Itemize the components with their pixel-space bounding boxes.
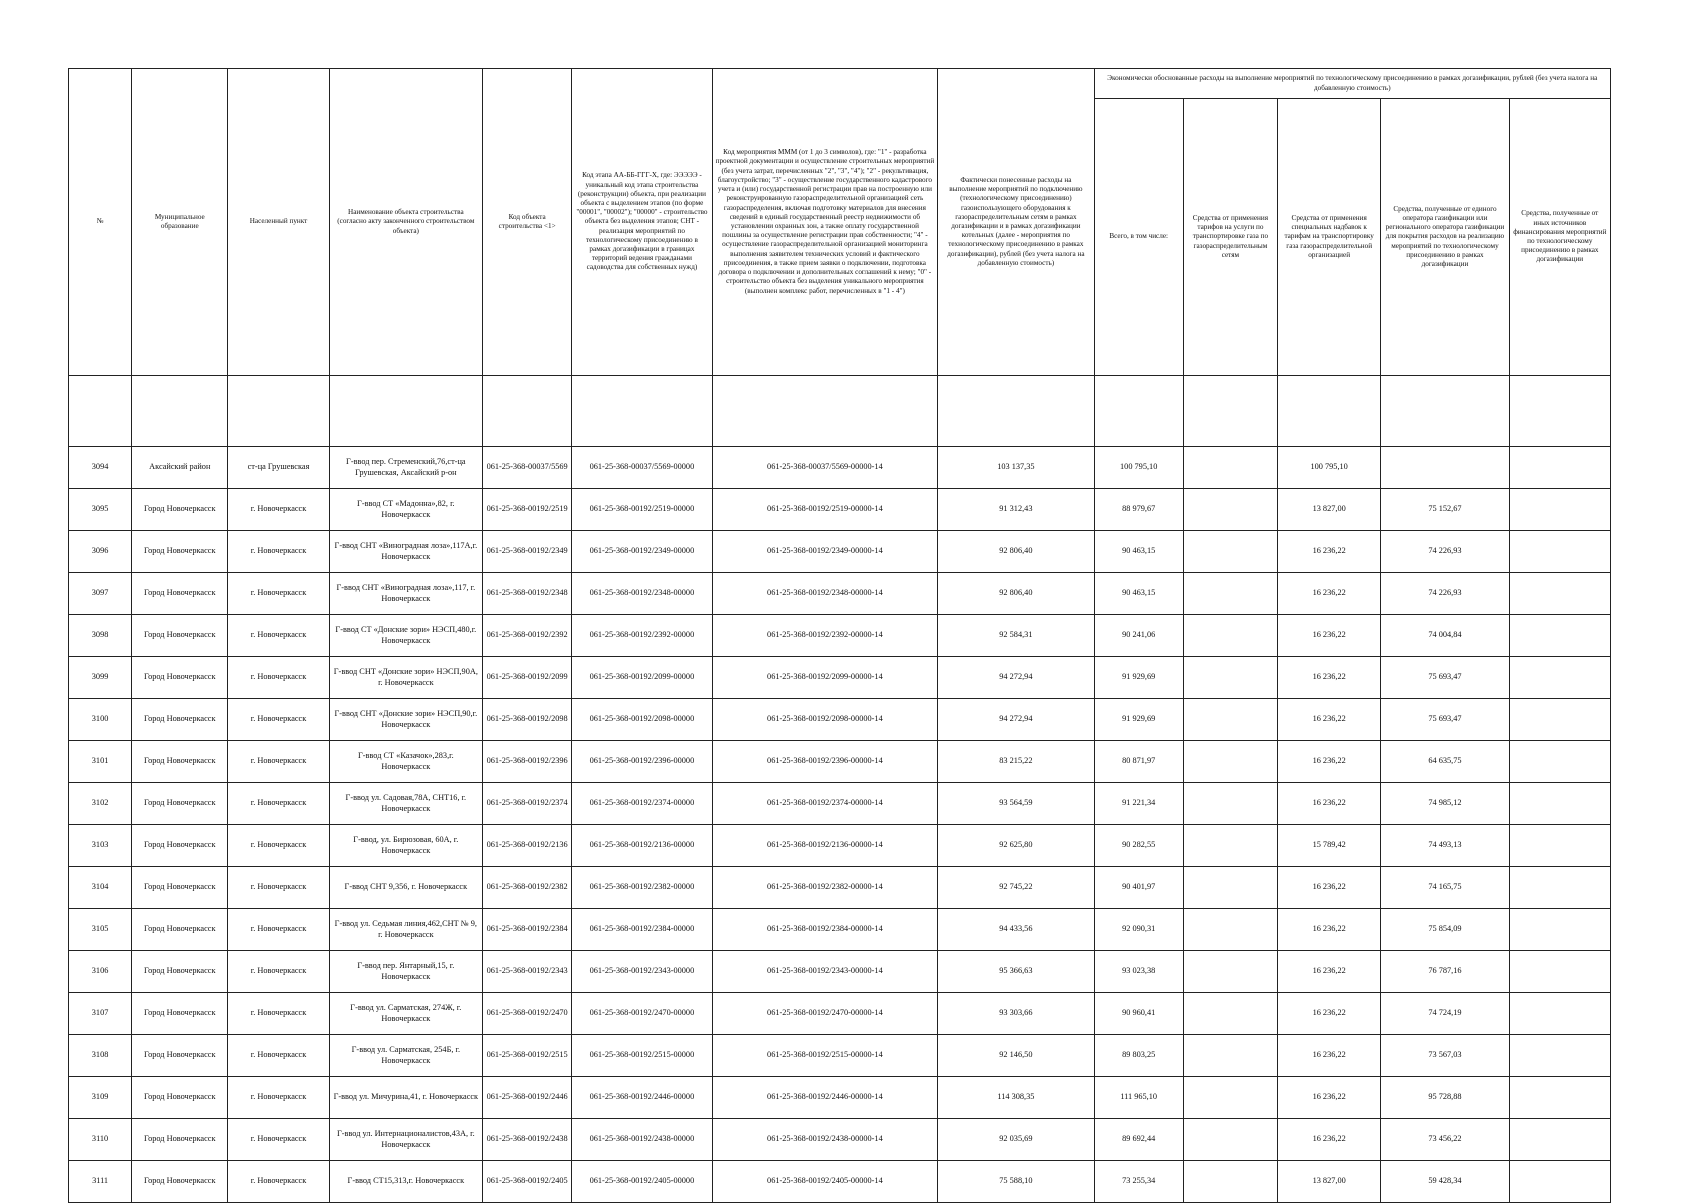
cell-municipality: Город Новочеркасск [132, 993, 228, 1035]
header-event-code: Код мероприятия МММ (от 1 до 3 символов), где: "1" - разработка проектной документации и осуществление строительных мероприятий (без учета затрат, перечисленных "2", "3", "4"); "2" - рекультивация, благоустройство; "3" - осуществление государственного кадастрового учета и (или) государственной регистрации прав на построенную или реконструированную газораспределительной организацией сеть газораспределения, включая подготовку материалов для внесения сведений в единый государственный реестр недвижимости об установлении охранных зон, а также оплату государственной пошлины за осуществление регистрации прав собственности; "4" - осуществление газораспределительной организацией мониторинга выполнения заявителем технических условий и фактического присоединения, в также прием заявки о подключении, подготовка договора о подключении и дополнительных соглашений к нему; "0" - строительство объекта без выделения уникального мероприятия (выполнен комплекс работ, перечисленных в "1 - 4") [712, 69, 938, 376]
cell-other [1509, 615, 1610, 657]
cell-other [1509, 657, 1610, 699]
header-group-title: Экономически обоснованные расходы на выполнение мероприятий по технологическому присоединению в рамках догазификации, рублей (без учета налога на добавленную стоимость) [1094, 69, 1610, 99]
cell-special: 16 236,22 [1278, 531, 1381, 573]
cell-locality: ст-ца Грушевская [228, 447, 329, 489]
cell-event-code: 061-25-368-00037/5569-00000-14 [712, 447, 938, 489]
cell-other [1509, 993, 1610, 1035]
cell-other [1509, 1077, 1610, 1119]
cell-object-code: 061-25-368-00192/2343 [483, 951, 572, 993]
cell-locality: г. Новочеркасск [228, 825, 329, 867]
cell-total: 90 282,55 [1094, 825, 1183, 867]
cell-special: 100 795,10 [1278, 447, 1381, 489]
cell-locality: г. Новочеркасск [228, 657, 329, 699]
cell-no: 3096 [69, 531, 132, 573]
cell-other [1509, 489, 1610, 531]
cell-stage-code: 061-25-368-00192/2382-00000 [572, 867, 712, 909]
cell-no: 3106 [69, 951, 132, 993]
cell-no: 3105 [69, 909, 132, 951]
table-row [69, 951, 1611, 993]
cell-special: 16 236,22 [1278, 1119, 1381, 1161]
cell-municipality: Город Новочеркасск [132, 1161, 228, 1203]
cell-event-code: 061-25-368-00192/2382-00000-14 [712, 867, 938, 909]
header-total: Всего, в том числе: [1094, 99, 1183, 376]
cell-object-name: Г-ввод СТ15,313,г. Новочеркасск [329, 1161, 482, 1203]
cell-no: 3098 [69, 615, 132, 657]
cell-object-name: Г-ввод пер. Стременский,76,ст-ца Грушевская, Аксайский р-он [329, 447, 482, 489]
cell-tariff [1183, 615, 1277, 657]
cell-total: 91 929,69 [1094, 699, 1183, 741]
cell-no: 3102 [69, 783, 132, 825]
cell-total: 90 241,06 [1094, 615, 1183, 657]
cell-total: 111 965,10 [1094, 1077, 1183, 1119]
cell-fact-costs: 75 588,10 [938, 1161, 1094, 1203]
cell-fact-costs: 92 035,69 [938, 1119, 1094, 1161]
cell-total: 100 795,10 [1094, 447, 1183, 489]
cell-municipality: Город Новочеркасск [132, 1119, 228, 1161]
table-row [69, 699, 1611, 741]
cell-object-name: Г-ввод СТ «Казачок»,283,г. Новочеркасск [329, 741, 482, 783]
cell-locality: г. Новочеркасск [228, 783, 329, 825]
header-special: Средства от применения специальных надбавок к тарифам на транспортировку газа газораспределительной организацией [1278, 99, 1381, 376]
cell-no: 3101 [69, 741, 132, 783]
cell-total: 90 463,15 [1094, 531, 1183, 573]
cell-object-code: 061-25-368-00192/2405 [483, 1161, 572, 1203]
cell-stage-code: 061-25-368-00192/2396-00000 [572, 741, 712, 783]
table-row [69, 867, 1611, 909]
cell-fact-costs: 93 303,66 [938, 993, 1094, 1035]
cell-special: 16 236,22 [1278, 783, 1381, 825]
cell-locality: г. Новочеркасск [228, 951, 329, 993]
cell-locality: г. Новочеркасск [228, 741, 329, 783]
table-row [69, 783, 1611, 825]
cell-total: 89 803,25 [1094, 1035, 1183, 1077]
cell-stage-code: 061-25-368-00192/2348-00000 [572, 573, 712, 615]
table-row [69, 489, 1611, 531]
cell-tariff [1183, 1161, 1277, 1203]
cell-stage-code: 061-25-368-00192/2438-00000 [572, 1119, 712, 1161]
cell-object-code: 061-25-368-00192/2392 [483, 615, 572, 657]
cell-total: 80 871,97 [1094, 741, 1183, 783]
cell-operator: 74 493,13 [1381, 825, 1509, 867]
cell-tariff [1183, 573, 1277, 615]
cell-total: 88 979,67 [1094, 489, 1183, 531]
header-fact-costs: Фактически понесенные расходы на выполнение мероприятий по подключению (технологическому присоединению) газоиспользующего оборудования к газораспределительным сетям в рамках догазификации и в рамках догазификации котельных (далее - мероприятия по технологическому присоединению в рамках догазификации), рублей (без учета налога на добавленную стоимость) [938, 69, 1094, 376]
cell-no: 3110 [69, 1119, 132, 1161]
cell-total: 90 463,15 [1094, 573, 1183, 615]
cell-operator: 73 456,22 [1381, 1119, 1509, 1161]
cell-special: 16 236,22 [1278, 741, 1381, 783]
cell-special: 16 236,22 [1278, 867, 1381, 909]
cell-stage-code: 061-25-368-00192/2384-00000 [572, 909, 712, 951]
cell-object-name: Г-ввод СНТ «Виноградная лоза»,117А,г. Новочеркасск [329, 531, 482, 573]
cell-special: 15 789,42 [1278, 825, 1381, 867]
cell-other [1509, 951, 1610, 993]
cell-event-code: 061-25-368-00192/2098-00000-14 [712, 699, 938, 741]
cell-operator: 75 152,67 [1381, 489, 1509, 531]
cell-event-code: 061-25-368-00192/2396-00000-14 [712, 741, 938, 783]
cell-total: 91 929,69 [1094, 657, 1183, 699]
cell-other [1509, 531, 1610, 573]
cell-no: 3097 [69, 573, 132, 615]
cell-object-code: 061-25-368-00192/2519 [483, 489, 572, 531]
cell-fact-costs: 83 215,22 [938, 741, 1094, 783]
cell-object-name: Г-ввод СНТ «Донские зори» НЭСП,90А, г. Новочеркасск [329, 657, 482, 699]
header-no: № [69, 69, 132, 376]
header-municipality: Муниципальное образование [132, 69, 228, 376]
table-row [69, 1161, 1611, 1203]
table-row [69, 573, 1611, 615]
cell-fact-costs: 92 806,40 [938, 531, 1094, 573]
cell-municipality: Город Новочеркасск [132, 741, 228, 783]
cell-municipality: Город Новочеркасск [132, 783, 228, 825]
cell-other [1509, 741, 1610, 783]
cell-object-name: Г-ввод ул. Седьмая линия,462,СНТ № 9, г. Новочеркасск [329, 909, 482, 951]
cell-event-code: 061-25-368-00192/2446-00000-14 [712, 1077, 938, 1119]
table-row [69, 447, 1611, 489]
cell-event-code: 061-25-368-00192/2343-00000-14 [712, 951, 938, 993]
cell-no: 3094 [69, 447, 132, 489]
cell-object-code: 061-25-368-00192/2384 [483, 909, 572, 951]
cell-special: 13 827,00 [1278, 489, 1381, 531]
cell-locality: г. Новочеркасск [228, 615, 329, 657]
cell-object-code: 061-25-368-00192/2374 [483, 783, 572, 825]
table-row [69, 1035, 1611, 1077]
cell-stage-code: 061-25-368-00192/2405-00000 [572, 1161, 712, 1203]
cell-municipality: Город Новочеркасск [132, 657, 228, 699]
cell-event-code: 061-25-368-00192/2349-00000-14 [712, 531, 938, 573]
cell-stage-code: 061-25-368-00192/2349-00000 [572, 531, 712, 573]
cell-no: 3108 [69, 1035, 132, 1077]
cell-fact-costs: 94 272,94 [938, 699, 1094, 741]
cell-other [1509, 573, 1610, 615]
gasification-costs-table [68, 68, 1611, 1203]
document-sheet [68, 68, 1611, 1203]
cell-stage-code: 061-25-368-00192/2099-00000 [572, 657, 712, 699]
cell-event-code: 061-25-368-00192/2099-00000-14 [712, 657, 938, 699]
cell-object-code: 061-25-368-00037/5569 [483, 447, 572, 489]
cell-operator: 74 165,75 [1381, 867, 1509, 909]
cell-tariff [1183, 909, 1277, 951]
cell-total: 90 960,41 [1094, 993, 1183, 1035]
cell-object-code: 061-25-368-00192/2098 [483, 699, 572, 741]
cell-event-code: 061-25-368-00192/2405-00000-14 [712, 1161, 938, 1203]
cell-event-code: 061-25-368-00192/2136-00000-14 [712, 825, 938, 867]
cell-tariff [1183, 1119, 1277, 1161]
cell-object-code: 061-25-368-00192/2136 [483, 825, 572, 867]
cell-no: 3100 [69, 699, 132, 741]
header-locality: Населенный пункт [228, 69, 329, 376]
cell-other [1509, 867, 1610, 909]
cell-special: 16 236,22 [1278, 1077, 1381, 1119]
cell-object-code: 061-25-368-00192/2438 [483, 1119, 572, 1161]
cell-tariff [1183, 699, 1277, 741]
cell-tariff [1183, 1035, 1277, 1077]
cell-total: 92 090,31 [1094, 909, 1183, 951]
cell-tariff [1183, 867, 1277, 909]
cell-other [1509, 699, 1610, 741]
cell-operator [1381, 447, 1509, 489]
table-row [69, 1119, 1611, 1161]
cell-object-code: 061-25-368-00192/2099 [483, 657, 572, 699]
cell-municipality: Город Новочеркасск [132, 951, 228, 993]
cell-special: 16 236,22 [1278, 951, 1381, 993]
cell-municipality: Город Новочеркасск [132, 1077, 228, 1119]
cell-locality: г. Новочеркасск [228, 1077, 329, 1119]
cell-object-code: 061-25-368-00192/2446 [483, 1077, 572, 1119]
cell-operator: 64 635,75 [1381, 741, 1509, 783]
cell-municipality: Город Новочеркасск [132, 825, 228, 867]
cell-object-name: Г-ввод пер. Янтарный,15, г. Новочеркасск [329, 951, 482, 993]
cell-municipality: Город Новочеркасск [132, 573, 228, 615]
cell-event-code: 061-25-368-00192/2438-00000-14 [712, 1119, 938, 1161]
header-object-name: Наименование объекта строительства (согласно акту законченного строительством объекта) [329, 69, 482, 376]
cell-tariff [1183, 1077, 1277, 1119]
cell-stage-code: 061-25-368-00192/2374-00000 [572, 783, 712, 825]
cell-stage-code: 061-25-368-00192/2446-00000 [572, 1077, 712, 1119]
cell-locality: г. Новочеркасск [228, 1119, 329, 1161]
cell-object-name: Г-ввод СНТ «Донские зори» НЭСП,90,г. Новочеркасск [329, 699, 482, 741]
cell-no: 3095 [69, 489, 132, 531]
cell-operator: 75 854,09 [1381, 909, 1509, 951]
table-row [69, 531, 1611, 573]
cell-fact-costs: 93 564,59 [938, 783, 1094, 825]
table-row [69, 615, 1611, 657]
cell-object-name: Г-ввод ул. Мичурина,41, г. Новочеркасск [329, 1077, 482, 1119]
cell-object-name: Г-ввод ул. Сарматская, 274Ж, г. Новочеркасск [329, 993, 482, 1035]
cell-object-name: Г-ввод ул. Интернационалистов,43А, г. Новочеркасск [329, 1119, 482, 1161]
cell-no: 3104 [69, 867, 132, 909]
cell-event-code: 061-25-368-00192/2515-00000-14 [712, 1035, 938, 1077]
cell-other [1509, 447, 1610, 489]
table-row [69, 741, 1611, 783]
cell-special: 16 236,22 [1278, 699, 1381, 741]
cell-fact-costs: 95 366,63 [938, 951, 1094, 993]
cell-no: 3099 [69, 657, 132, 699]
cell-fact-costs: 92 146,50 [938, 1035, 1094, 1077]
cell-event-code: 061-25-368-00192/2470-00000-14 [712, 993, 938, 1035]
cell-special: 16 236,22 [1278, 993, 1381, 1035]
cell-object-name: Г-ввод ул. Сарматская, 254Б, г. Новочеркасск [329, 1035, 482, 1077]
cell-operator: 74 724,19 [1381, 993, 1509, 1035]
cell-municipality: Город Новочеркасск [132, 1035, 228, 1077]
cell-locality: г. Новочеркасск [228, 699, 329, 741]
cell-special: 16 236,22 [1278, 573, 1381, 615]
cell-object-name: Г-ввод ул. Садовая,78А, СНТ16, г. Новочеркасск [329, 783, 482, 825]
cell-municipality: Город Новочеркасск [132, 489, 228, 531]
cell-fact-costs: 114 308,35 [938, 1077, 1094, 1119]
table-header [69, 69, 1611, 376]
cell-fact-costs: 94 272,94 [938, 657, 1094, 699]
cell-tariff [1183, 993, 1277, 1035]
cell-tariff [1183, 825, 1277, 867]
cell-fact-costs: 92 806,40 [938, 573, 1094, 615]
cell-municipality: Город Новочеркасск [132, 531, 228, 573]
cell-event-code: 061-25-368-00192/2384-00000-14 [712, 909, 938, 951]
cell-object-name: Г-ввод СТ «Мадонна»,82, г. Новочеркасск [329, 489, 482, 531]
cell-special: 16 236,22 [1278, 657, 1381, 699]
cell-other [1509, 783, 1610, 825]
header-object-code: Код объекта строительства <1> [483, 69, 572, 376]
cell-special: 13 827,00 [1278, 1161, 1381, 1203]
cell-fact-costs: 92 745,22 [938, 867, 1094, 909]
cell-fact-costs: 103 137,35 [938, 447, 1094, 489]
cell-no: 3109 [69, 1077, 132, 1119]
cell-stage-code: 061-25-368-00192/2098-00000 [572, 699, 712, 741]
cell-total: 73 255,34 [1094, 1161, 1183, 1203]
table-row [69, 993, 1611, 1035]
header-gap-row [69, 376, 1611, 447]
cell-total: 91 221,34 [1094, 783, 1183, 825]
cell-operator: 74 226,93 [1381, 573, 1509, 615]
cell-stage-code: 061-25-368-00037/5569-00000 [572, 447, 712, 489]
cell-other [1509, 1161, 1610, 1203]
cell-event-code: 061-25-368-00192/2392-00000-14 [712, 615, 938, 657]
cell-object-code: 061-25-368-00192/2349 [483, 531, 572, 573]
cell-object-name: Г-ввод СНТ «Виноградная лоза»,117, г. Новочеркасск [329, 573, 482, 615]
cell-total: 90 401,97 [1094, 867, 1183, 909]
header-stage-code: Код этапа АА-ББ-ГГГ-Х, где: ЭЭЭЭЭ - уникальный код этапа строительства (реконструкции) объекта, при реализации объекта с выделением этапов (по форме "00001", "00002"); "00000" - строительство объекта без выделения этапов; СНТ - реализация мероприятий по технологическому присоединению в рамках догазификации в границах территорий ведения гражданами садоводства для собственных нужд) [572, 69, 712, 376]
cell-locality: г. Новочеркасск [228, 573, 329, 615]
cell-operator: 74 226,93 [1381, 531, 1509, 573]
header-operator: Средства, полученные от единого оператора газификации или регионального оператора газификации для покрытия расходов на реализацию мероприятий по технологическому присоединению в рамках догазификации [1381, 99, 1509, 376]
cell-locality: г. Новочеркасск [228, 867, 329, 909]
table-row [69, 657, 1611, 699]
cell-operator: 74 004,84 [1381, 615, 1509, 657]
cell-other [1509, 909, 1610, 951]
cell-tariff [1183, 447, 1277, 489]
cell-no: 3103 [69, 825, 132, 867]
cell-operator: 76 787,16 [1381, 951, 1509, 993]
cell-fact-costs: 92 625,80 [938, 825, 1094, 867]
cell-operator: 59 428,34 [1381, 1161, 1509, 1203]
cell-stage-code: 061-25-368-00192/2343-00000 [572, 951, 712, 993]
cell-tariff [1183, 951, 1277, 993]
cell-locality: г. Новочеркасск [228, 531, 329, 573]
cell-tariff [1183, 741, 1277, 783]
cell-stage-code: 061-25-368-00192/2470-00000 [572, 993, 712, 1035]
cell-locality: г. Новочеркасск [228, 993, 329, 1035]
cell-municipality: Город Новочеркасск [132, 615, 228, 657]
cell-municipality: Город Новочеркасск [132, 699, 228, 741]
cell-object-code: 061-25-368-00192/2348 [483, 573, 572, 615]
cell-tariff [1183, 657, 1277, 699]
cell-object-code: 061-25-368-00192/2396 [483, 741, 572, 783]
cell-tariff [1183, 489, 1277, 531]
cell-other [1509, 1035, 1610, 1077]
cell-special: 16 236,22 [1278, 1035, 1381, 1077]
cell-operator: 73 567,03 [1381, 1035, 1509, 1077]
cell-object-name: Г-ввод СТ «Донские зори» НЭСП,480,г. Новочеркасск [329, 615, 482, 657]
cell-locality: г. Новочеркасск [228, 909, 329, 951]
cell-special: 16 236,22 [1278, 909, 1381, 951]
cell-locality: г. Новочеркасск [228, 1161, 329, 1203]
cell-no: 3111 [69, 1161, 132, 1203]
cell-municipality: Город Новочеркасск [132, 909, 228, 951]
cell-event-code: 061-25-368-00192/2374-00000-14 [712, 783, 938, 825]
table-row [69, 909, 1611, 951]
cell-object-code: 061-25-368-00192/2470 [483, 993, 572, 1035]
header-tariff: Средства от применения тарифов на услуги по транспортировке газа по газораспределительным сетям [1183, 99, 1277, 376]
table-body [69, 376, 1611, 1203]
cell-operator: 74 985,12 [1381, 783, 1509, 825]
cell-object-name: Г-ввод СНТ 9,356, г. Новочеркасск [329, 867, 482, 909]
cell-other [1509, 825, 1610, 867]
cell-object-name: Г-ввод, ул. Бирюзовая, 60А, г. Новочеркасск [329, 825, 482, 867]
cell-operator: 95 728,88 [1381, 1077, 1509, 1119]
cell-locality: г. Новочеркасск [228, 1035, 329, 1077]
cell-fact-costs: 92 584,31 [938, 615, 1094, 657]
cell-event-code: 061-25-368-00192/2519-00000-14 [712, 489, 938, 531]
header-other: Средства, полученные от иных источников финансирования мероприятий по технологическому присоединению в рамках догазификации [1509, 99, 1610, 376]
cell-event-code: 061-25-368-00192/2348-00000-14 [712, 573, 938, 615]
cell-operator: 75 693,47 [1381, 699, 1509, 741]
cell-fact-costs: 94 433,56 [938, 909, 1094, 951]
cell-tariff [1183, 531, 1277, 573]
cell-total: 89 692,44 [1094, 1119, 1183, 1161]
cell-stage-code: 061-25-368-00192/2392-00000 [572, 615, 712, 657]
cell-total: 93 023,38 [1094, 951, 1183, 993]
cell-special: 16 236,22 [1278, 615, 1381, 657]
cell-locality: г. Новочеркасск [228, 489, 329, 531]
cell-municipality: Город Новочеркасск [132, 867, 228, 909]
cell-object-code: 061-25-368-00192/2515 [483, 1035, 572, 1077]
cell-municipality: Аксайский район [132, 447, 228, 489]
cell-stage-code: 061-25-368-00192/2136-00000 [572, 825, 712, 867]
cell-operator: 75 693,47 [1381, 657, 1509, 699]
cell-stage-code: 061-25-368-00192/2519-00000 [572, 489, 712, 531]
table-row [69, 1077, 1611, 1119]
cell-other [1509, 1119, 1610, 1161]
cell-tariff [1183, 783, 1277, 825]
cell-fact-costs: 91 312,43 [938, 489, 1094, 531]
table-row [69, 825, 1611, 867]
cell-stage-code: 061-25-368-00192/2515-00000 [572, 1035, 712, 1077]
cell-no: 3107 [69, 993, 132, 1035]
cell-object-code: 061-25-368-00192/2382 [483, 867, 572, 909]
